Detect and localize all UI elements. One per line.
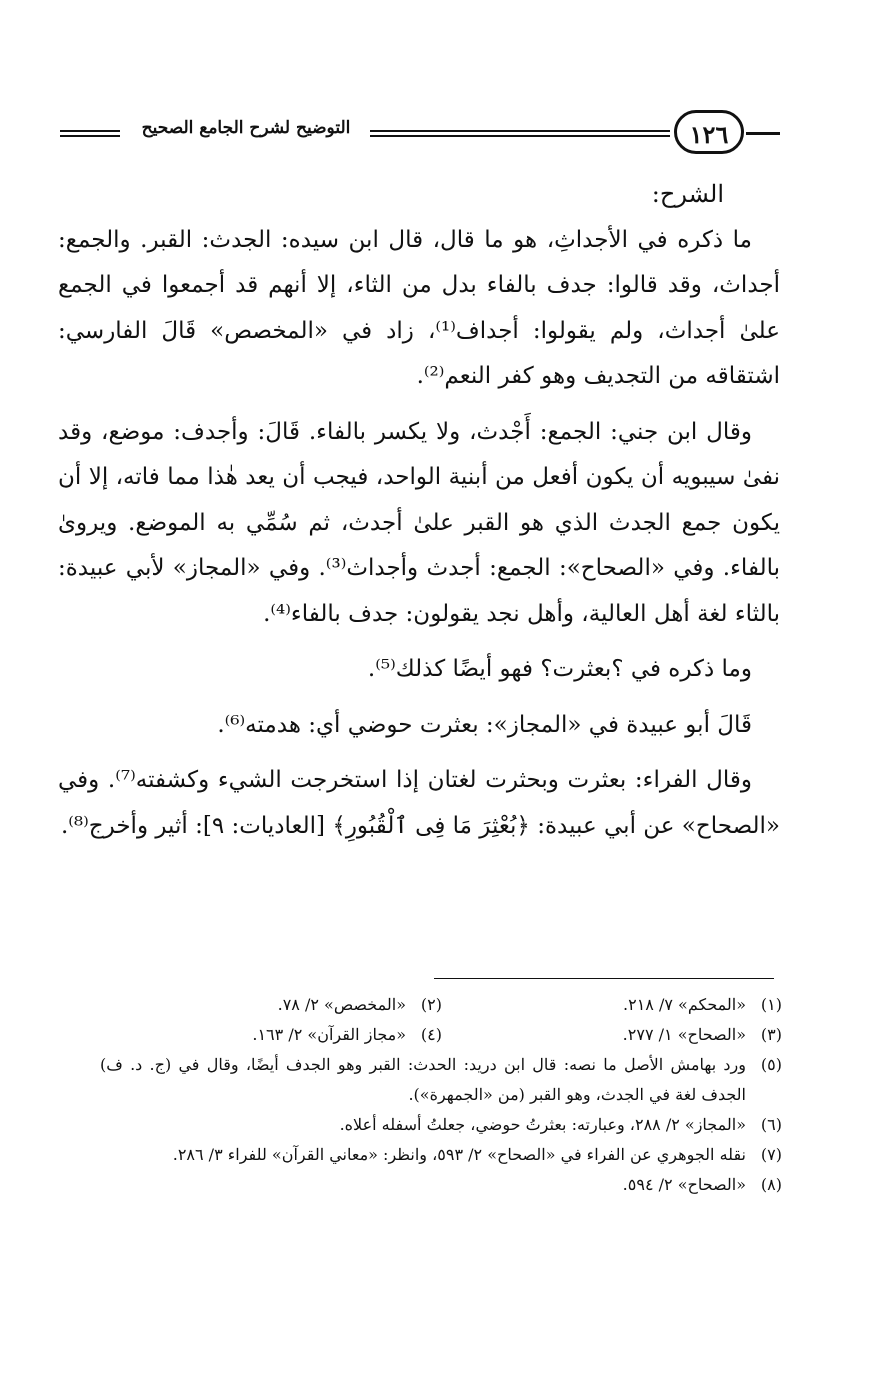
running-title: التوضيح لشرح الجامع الصحيح [141, 118, 351, 138]
main-text [58, 172, 780, 849]
footnote-number: (٨) [760, 1175, 782, 1194]
page-header [60, 110, 780, 158]
page-number: ١٢٦ [674, 110, 744, 154]
footnote [100, 1170, 782, 1200]
footnote-number: (٧) [760, 1145, 782, 1164]
footnote-text: ورد بهامش الأصل ما نصه: قال ابن دريد: الحدث: القبر وهو الجدف أيضًا، وقال في (ج. د. ف) الجدف لغة في الجدث، وهو القبر (من «الجمهرة»). [100, 1055, 746, 1104]
footnote-number: (٥) [760, 1055, 782, 1074]
footnotes [100, 990, 782, 1200]
footnote-number: (١) [760, 995, 782, 1014]
section-heading: الشرح: [651, 180, 724, 208]
footnote-text: «الصحاح» ١/ ٢٧٧. [622, 1025, 746, 1044]
footnote-row [100, 1020, 782, 1050]
header-rule-middle [370, 130, 670, 132]
footnote-text: «المحكم» ٧/ ٢١٨. [623, 995, 746, 1014]
footnote-text: «الصحاح» ٢/ ٥٩٤. [622, 1175, 746, 1194]
footnote-number: (٦) [760, 1115, 782, 1134]
paragraph: قَالَ أبو عبيدة في «المجاز»: بعثرت حوضي أي: هدمته⁽⁶⁾. [217, 711, 752, 738]
footnote [442, 1020, 782, 1050]
paragraph: ما ذكره في الأجداثِ، هو ما قال، قال ابن سيده: الجدث: القبر. والجمع: أجداث، وقد قالوا: جدف بالفاء بدل من الثاء، إلا أنهم قد أجمعوا في الجمع علىٰ أجداث، ولم يقولوا: أجداف⁽¹⁾، زاد في «المخصص» قَالَ الفارسي: اشتقاقه من التجديف وهو كفر النعم⁽²⁾. [58, 226, 780, 389]
footnote [100, 1050, 782, 1110]
paragraph: وما ذكره في ؟بعثرت؟ فهو أيضًا كذلك⁽⁵⁾. [367, 656, 752, 682]
footnote-text: «المجاز» ٢/ ٢٨٨، وعبارته: بعثرتُ حوضي، جعلتُ أسفله أعلاه. [339, 1115, 746, 1134]
footnote-number: (٢) [420, 995, 442, 1014]
paragraph: وقال ابن جني: الجمع: أَجْدث، ولا يكسر بالفاء. قَالَ: وأجدف: موضع، وقد نفىٰ سيبويه أن يكون أفعل من أبنية الواحد، فيجب أن يعد هٰذا مما فاته، إلا أن يكون جمع الجدث الذي هو القبر علىٰ أجدث، ثم سُمِّي به الموضع. ويرویٰ بالفاء. وفي «الصحاح»: الجمع: أجدث وأجداث⁽³⁾. وفي «المجاز» لأبي عبيدة: بالثاء لغة أهل العالية، وأهل نجد يقولون: جدف بالفاء⁽⁴⁾. [58, 418, 780, 627]
footnote [102, 990, 442, 1020]
footnote-row [100, 990, 782, 1020]
footnote-number: (٤) [420, 1025, 442, 1044]
footnote-text: نقله الجوهري عن الفراء في «الصحاح» ٢/ ٥٩٣، وانظر: «معاني القرآن» للفراء ٣/ ٢٨٦. [172, 1145, 746, 1164]
footnote-separator [434, 978, 774, 979]
footnote [100, 1110, 782, 1140]
footnote-text: «مجاز القرآن» ٢/ ١٦٣. [252, 1025, 406, 1044]
header-rule-right [746, 132, 780, 135]
footnote [442, 990, 782, 1020]
footnote-number: (٣) [760, 1025, 782, 1044]
header-rule-left [60, 130, 120, 132]
footnote [102, 1020, 442, 1050]
paragraph: وقال الفراء: بعثرت وبحثرت لغتان إذا استخرجت الشيء وكشفته⁽⁷⁾. وفي «الصحاح» عن أبي عبيدة: ﴿بُعْثِرَ مَا فِى ٱلْقُبُورِ﴾ [العاديات: ٩]: أثير وأخرج⁽⁸⁾. [58, 767, 780, 839]
footnote [100, 1140, 782, 1170]
footnote-text: «المخصص» ٢/ ٧٨. [277, 995, 406, 1014]
